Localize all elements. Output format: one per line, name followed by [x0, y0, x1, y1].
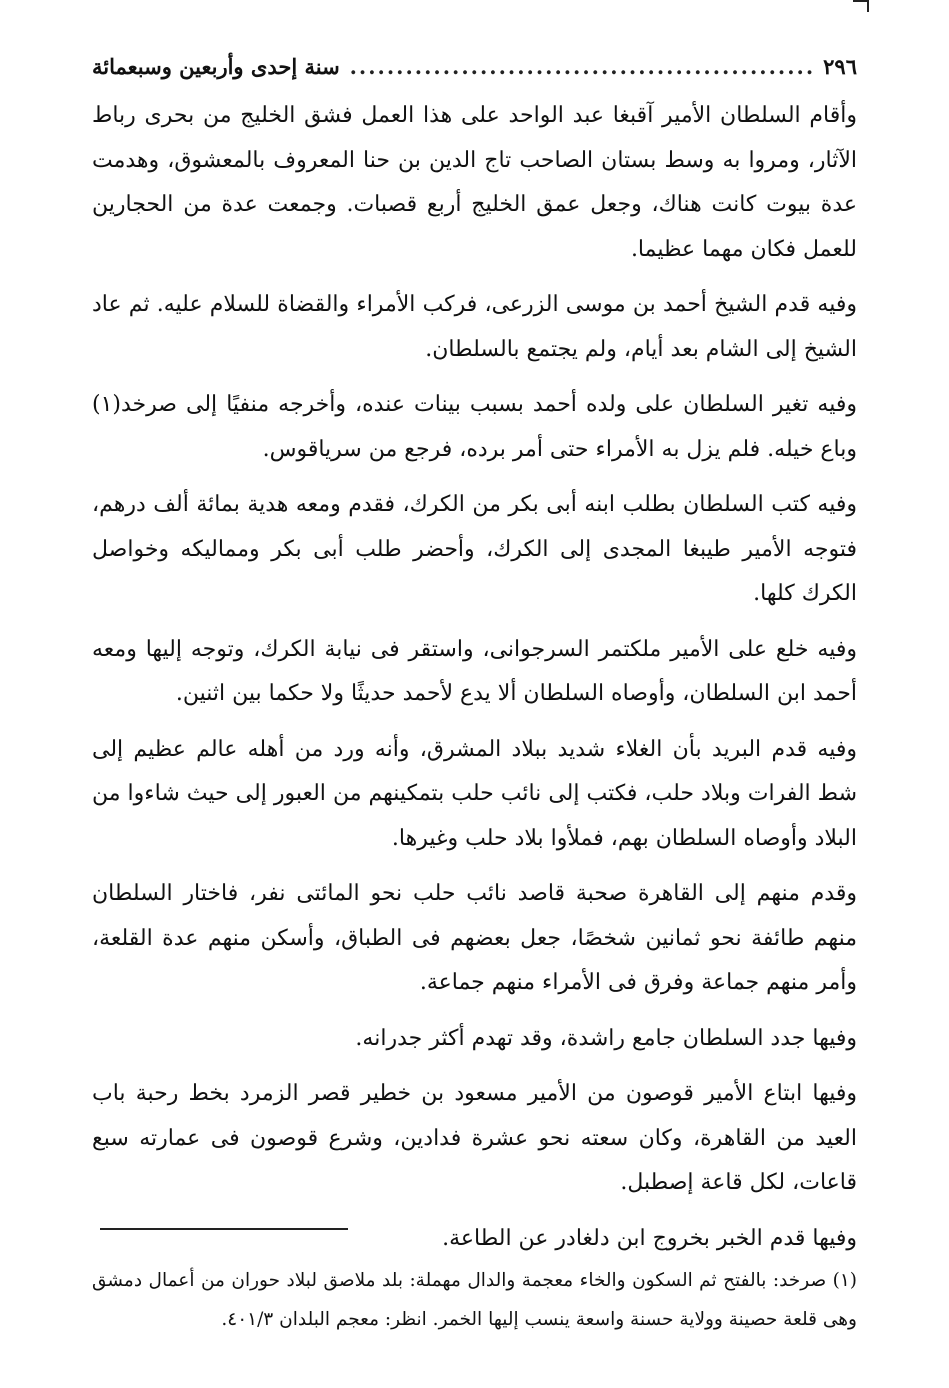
paragraph: وقدم منهم إلى القاهرة صحبة قاصد نائب حلب نحو المائتى نفر، فاختار السلطان منهم طائفة نحو ثمانين شخصًا، جعل بعضهم فى الطباق، وأسكن منهم عدة القلعة، وأمر منهم جماعة وفرق فى الأمراء منهم جماعة. [92, 881, 857, 995]
main-text [92, 94, 857, 1272]
paragraph: وفيه قدم الشيخ أحمد بن موسى الزرعى، فركب الأمراء والقضاة للسلام عليه. ثم عاد الشيخ إلى الشام بعد أيام، ولم يجتمع بالسلطان. [92, 292, 857, 362]
paragraph: وفيها جدد السلطان جامع راشدة، وقد تهدم أكثر جدرانه. [355, 1025, 857, 1051]
footnote-separator [100, 1228, 348, 1230]
paragraph: وفيها ابتاع الأمير قوصون من الأمير مسعود بن خطير قصر الزمرد بخط رحبة باب العيد من القاهرة، وكان سعته نحو عشرة فدادين، وشرع قوصون فى عمارته سبع قاعات، لكل قاعة إصطبل. [92, 1081, 857, 1195]
paragraph: وفيه خلع على الأمير ملكتمر السرجوانى، واستقر فى نيابة الكرك، وتوجه إليها ومعه أحمد ابن السلطان، وأوصاه السلطان ألا يدع لأحمد حديثًا ولا حكما بين اثنين. [92, 636, 857, 706]
paragraph: وأقام السلطان الأمير آقبغا عبد الواحد على هذا العمل فشق الخليج من بحرى رباط الآثار، ومروا به وسط بستان الصاحب تاج الدين بن حنا المعروف بالمعشوق، وهدمت عدة بيوت كانت هناك، وجعل عمق الخليج أربع قصبات. وجمعت عدة من الحجارين للعمل فكان مهما عظيما. [92, 103, 857, 262]
page-number: ٢٩٦ [823, 54, 857, 79]
paragraph: وفيها قدم الخبر بخروج ابن دلغادر عن الطاعة. [442, 1225, 857, 1251]
paragraph: وفيه كتب السلطان بطلب ابنه أبى بكر من الكرك، فقدم ومعه هدية بمائة ألف درهم، فتوجه الأمير طيبغا المجدى إلى الكرك، وأحضر طلب أبى بكر ومماليكه وخواصل الكرك كلها. [92, 492, 857, 606]
paragraph: وفيه تغير السلطان على ولده أحمد بسبب بينات عنده، وأخرجه منفيًا إلى صرخد(١) وباع خيله. فلم يزل به الأمراء حتى أمر برده، فرجع من سرياقوس. [92, 392, 857, 462]
corner-crop-mark [853, 0, 869, 12]
running-header [92, 54, 857, 84]
paragraph: وفيه قدم البريد بأن الغلاء شديد ببلاد المشرق، وأنه ورد من أهله عالم عظيم إلى شط الفرات وبلاد حلب، فكتب إلى نائب حلب بتمكينهم من العبور إلى حيث شاءوا من البلاد وأوصاه السلطان بهم، فملأوا بلاد حلب وغيرها. [92, 736, 857, 851]
running-title: سنة إحدى وأربعين وسبعمائة [92, 54, 340, 79]
footnote: (١) صرخد: بالفتح ثم السكون والخاء معجمة والدال مهملة: بلد ملاصق لبلاد حوران من أعمال دمشق وهى قلعة حصينة وولاية حسنة واسعة ينسب إليها الخمر. انظر: معجم البلدان ٤٠١/٣. [92, 1269, 857, 1330]
header-leader-dots [348, 54, 815, 79]
